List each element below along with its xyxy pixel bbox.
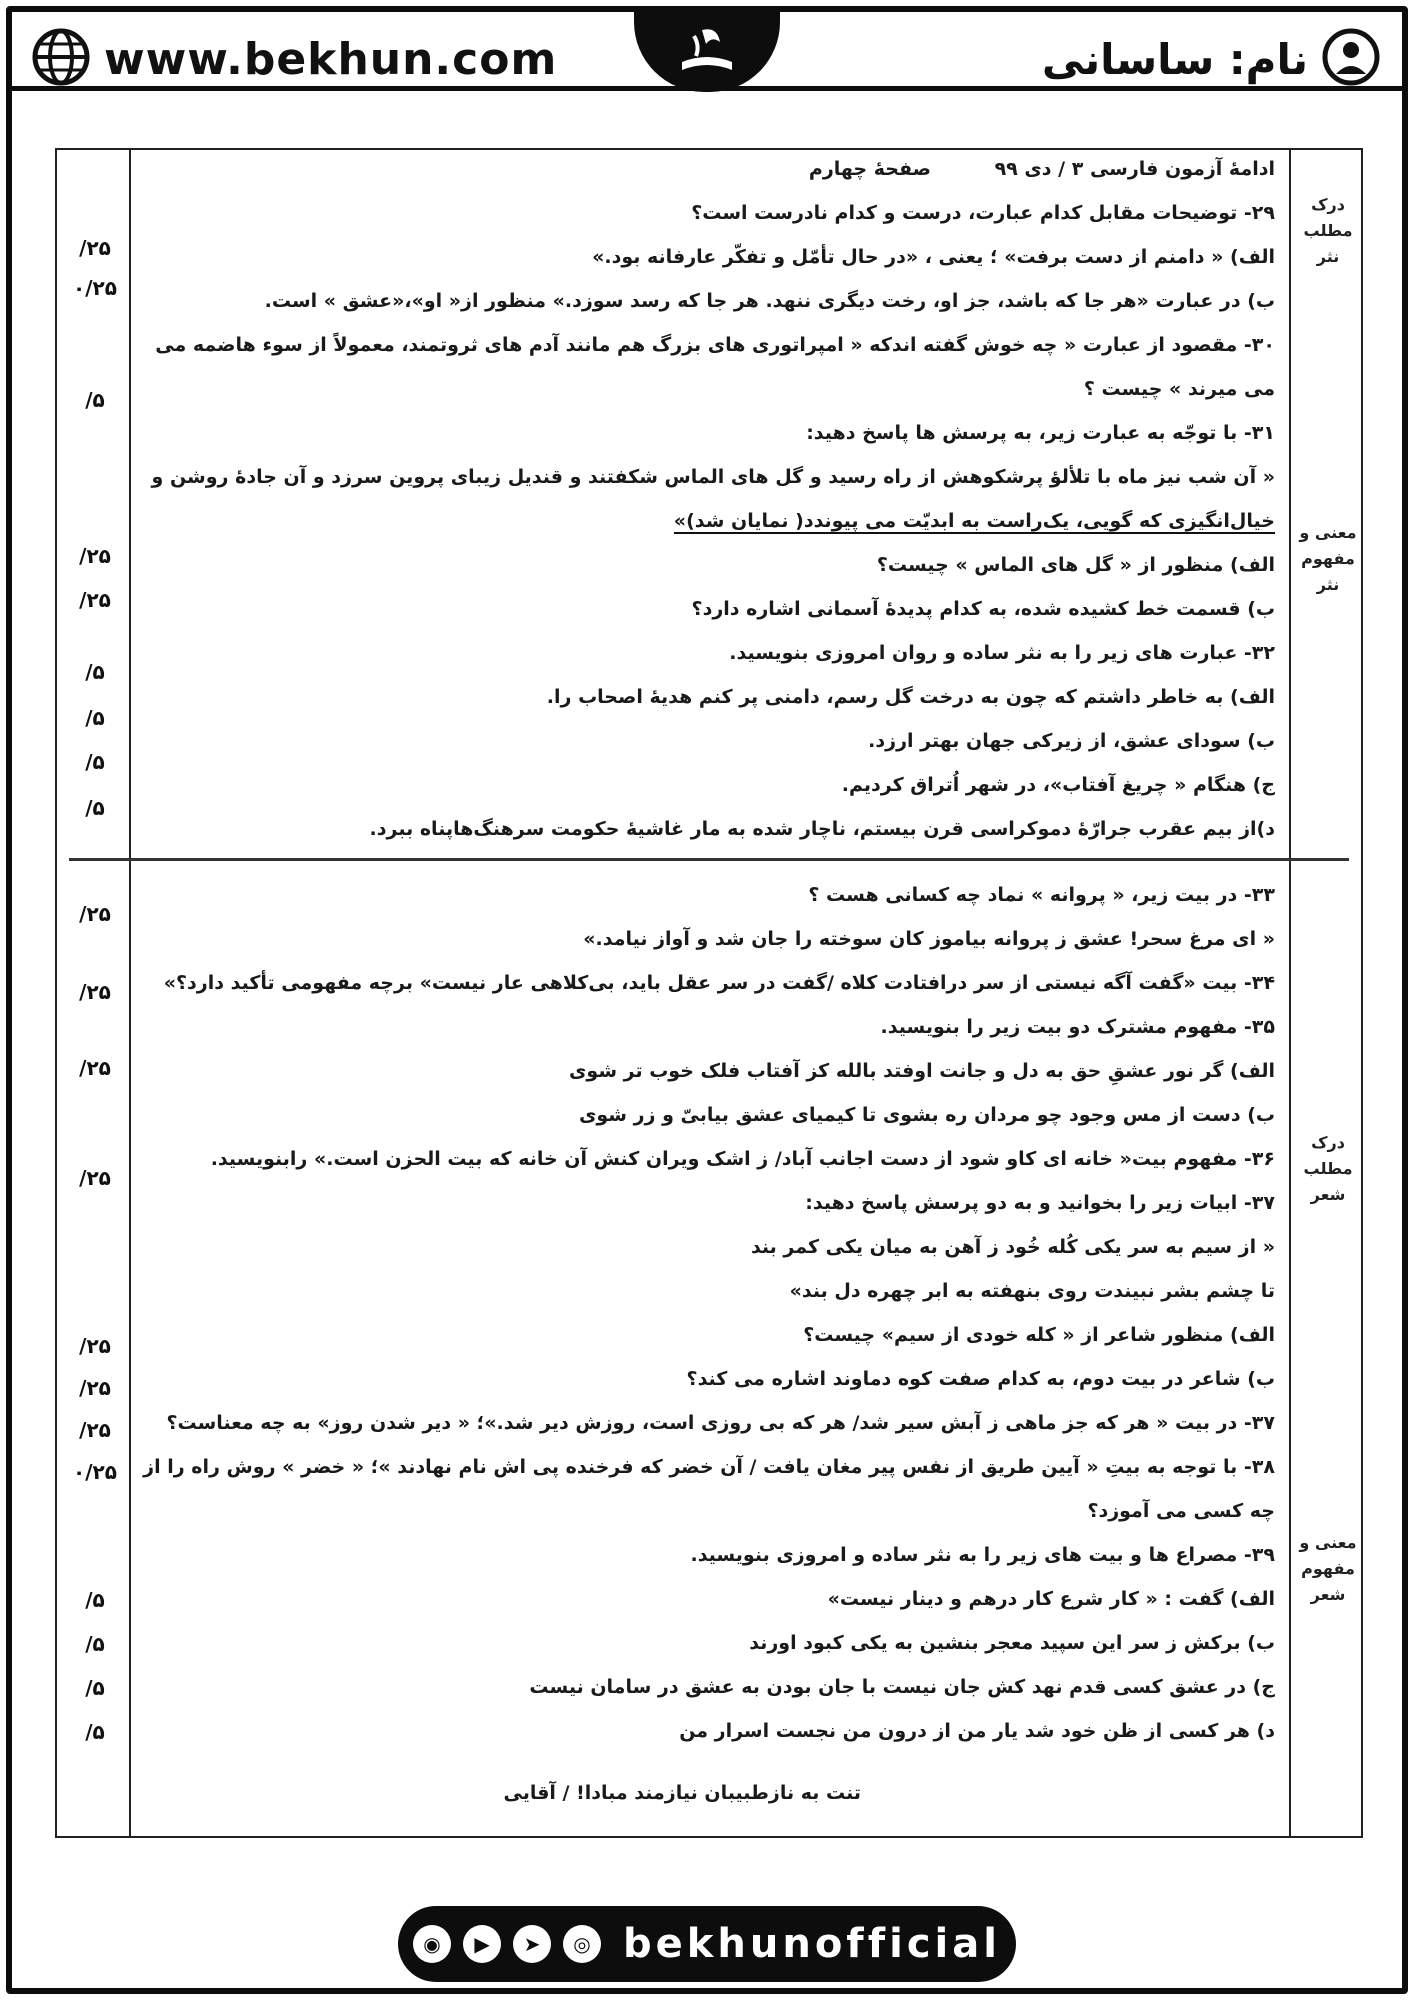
- score: /۵: [85, 796, 105, 820]
- question-39-c: ج) در عشق کسی قدم نهد کش جان نیست با جان بودن به عشق در سامان نیست: [529, 1676, 1275, 1698]
- social-footer: [398, 1906, 1016, 1982]
- youtube-icon[interactable]: ▶: [463, 1925, 501, 1963]
- globe-icon: [32, 28, 90, 90]
- score: /۵: [85, 660, 105, 684]
- question-35-a: الف) گر نور عشقِ حق به دل و جانت اوفتد بالله کز آفتاب فلک خوب تر شوی: [569, 1060, 1275, 1082]
- question-29-a: الف) « دامنم از دست برفت» ؛ یعنی ، «در حال تأمّل و تفکّر عارفانه بود.»: [592, 246, 1275, 268]
- category-prose-meaning: معنی و مفهوم نثر: [1299, 523, 1357, 594]
- score: /۵: [85, 1676, 105, 1700]
- category-poetry-comprehension: درک مطلب شعر: [1303, 1133, 1353, 1204]
- question-32: ۳۲- عبارت های زیر را به نثر ساده و روان امروزی بنویسید.: [729, 642, 1275, 664]
- question-33-verse: « ای مرغ سحر! عشق ز پروانه بیاموز کان سوخته را جان شد و آواز نیامد.»: [583, 928, 1275, 950]
- question-32-d: د)از بیم عقرب جرارّهٔ دموکراسی قرن بیستم، ناچار شده به مار غاشیهٔ حکومت سرهنگ‌ها‌پناه ببرد.: [369, 818, 1275, 840]
- score: /۵: [85, 1720, 105, 1744]
- score: /۲۵: [79, 236, 111, 260]
- score: /۵: [85, 706, 105, 730]
- question-32-a: الف) به خاطر داشتم که چون به درخت گل رسم، دامنی پر کنم هدیهٔ اصحاب را.: [546, 686, 1275, 708]
- closing-note: تنت به نازطبیبان نیازمند مبادا! / آقایی: [503, 1782, 861, 1804]
- category-prose-comprehension: درک مطلب نثر: [1303, 195, 1353, 266]
- website-link[interactable]: [32, 28, 557, 90]
- student-name: [1042, 28, 1380, 90]
- column-divider-left: [129, 150, 131, 1836]
- question-31-text-cont: خیال‌انگیزی که گویی، یک‌راست به ابدیّت می پیوندد( نمایان شد)»: [673, 510, 1275, 532]
- question-37-b: ب) شاعر در بیت دوم، به کدام صفت کوه دماوند اشاره می کند؟: [686, 1368, 1275, 1390]
- name-label: نام: ساسانی: [1041, 34, 1308, 84]
- website-text[interactable]: www.bekhun.com: [104, 33, 558, 85]
- score: /۵: [85, 388, 105, 412]
- question-35-b: ب) دست از مس وجود چو مردان ره بشوی تا کیمیای عشق بیابیّ و زر شوی: [578, 1104, 1275, 1126]
- question-39: ۳۹- مصراع ها و بیت های زیر را به نثر ساده و امروزی بنویسید.: [690, 1544, 1275, 1566]
- question-29: ۲۹- توضیحات مقابل کدام عبارت، درست و کدام نادرست است؟: [691, 202, 1275, 224]
- question-37: ۳۷- ابیات زیر را بخوانید و به دو پرسش پاسخ دهید:: [805, 1192, 1275, 1214]
- question-37-verse-1: « از سیم به سر یکی کُله خُود ز آهن به میان یکی کمر بند: [750, 1236, 1275, 1258]
- aparat-icon[interactable]: ◉: [413, 1925, 451, 1963]
- score: /۲۵: [79, 1166, 111, 1190]
- instagram-icon[interactable]: ◎: [563, 1925, 601, 1963]
- telegram-icon[interactable]: ➤: [513, 1925, 551, 1963]
- section-title: ادامهٔ آزمون فارسی ۳ / دی ۹۹: [994, 158, 1275, 180]
- question-31-text: « آن شب نیز ماه با تلألؤ پرشکوهش از راه رسید و گل های الماس شکفتند و قندیل زیبای پروین سرزد و آن جادهٔ روشن و: [151, 466, 1275, 488]
- score: /۲۵: [79, 902, 111, 926]
- question-31-b: ب) قسمت خط کشیده شده، به کدام پدیدهٔ آسمانی اشاره دارد؟: [691, 598, 1275, 620]
- score: /۲۵: [79, 588, 111, 612]
- question-31: ۳۱- با توجّه به عبارت زیر، به پرسش ها پاسخ دهید:: [806, 422, 1275, 444]
- score: ۰/۲۵: [73, 1460, 117, 1484]
- question-37-a: الف) منظور شاعر از « کله خودی از سیم» چیست؟: [803, 1324, 1275, 1346]
- social-handle[interactable]: bekhunofficial: [623, 1921, 1001, 1967]
- question-30: ۳۰- مقصود از عبارت « چه خوش گفته اندکه « امپراتوری های بزرگ هم مانند آدم های ثروتمند، معمولاً از سوء هاضمه می: [155, 334, 1275, 356]
- question-32-b: ب) سودای عشق، از زیرکی جهان بهتر ارزد.: [868, 730, 1275, 752]
- exam-table: [55, 148, 1363, 1838]
- question-39-b: ب) برکش ز سر این سپید معجر بنشین به یکی کبود اورند: [749, 1632, 1275, 1654]
- question-32-c: ج) هنگام « چریغ آفتاب»، در شهر اُتراق کردیم.: [841, 774, 1275, 796]
- question-38: ۳۸- با توجه به بیتِ « آیین طریق از نفس پیر مغان یافت / آن خضر که فرخنده پی اش نام نهادند »؛ « خضر » روش راه را از: [143, 1456, 1275, 1478]
- question-30-cont: می میرند » چیست ؟: [1083, 378, 1275, 400]
- column-divider-right: [1289, 150, 1291, 1836]
- question-39-a: الف) گفت : « کار شرع کار درهم و دینار نیست»: [827, 1588, 1275, 1610]
- score: /۲۵: [79, 1334, 111, 1358]
- question-39-d: د) هر کسی از ظن خود شد یار من از درون من نجست اسرار من: [679, 1720, 1275, 1742]
- score: /۲۵: [79, 1056, 111, 1080]
- score: /۲۵: [79, 980, 111, 1004]
- page-label: صفحهٔ چهارم: [808, 158, 931, 180]
- question-33: ۳۳- در بیت زیر، « پروانه » نماد چه کسانی هست ؟: [808, 884, 1275, 906]
- book-logo-icon: [672, 22, 742, 82]
- category-poetry-meaning: معنی و مفهوم شعر: [1299, 1533, 1357, 1604]
- score: /۵: [85, 1632, 105, 1656]
- question-34: ۳۴- بیت «گفت آگه نیستی از سر درافتادت کلاه /گفت در سر عقل باید، بی‌کلاهی عار نیست» برچه مفهومی تأکید دارد؟»: [163, 972, 1275, 994]
- question-29-b: ب) در عبارت «هر جا که باشد، جز او، رخت دیگری ننهد. هر جا که رسد سوزد.» منظور از« او»،«عشق » است.: [264, 290, 1275, 312]
- question-31-a: الف) منظور از « گل های الماس » چیست؟: [876, 554, 1275, 576]
- user-icon: [1322, 28, 1380, 90]
- score: /۵: [85, 1588, 105, 1612]
- score: /۲۵: [79, 1418, 111, 1442]
- question-35: ۳۵- مفهوم مشترک دو بیت زیر را بنویسید.: [880, 1016, 1275, 1038]
- question-38-cont: چه کسی می آموزد؟: [1087, 1500, 1275, 1522]
- score: /۲۵: [79, 1376, 111, 1400]
- question-37-2: ۳۷- در بیت « هر که جز ماهی ز آبش سیر شد/ هر که بی روزی است، روزش دیر شد.»؛ « دیر شدن روز» به چه معناست؟: [166, 1412, 1275, 1434]
- question-36: ۳۶- مفهوم بیت« خانه ای کاو شود از دست اجانب آباد/ ز اشک ویران کنش آن خانه که بیت الحزن است.» رابنویسید.: [210, 1148, 1275, 1170]
- score: /۲۵: [79, 544, 111, 568]
- question-37-verse-2: تا چشم بشر نبیندت روی بنهفته به ابر چهره دل بند»: [789, 1280, 1275, 1302]
- section-divider: [69, 858, 1349, 861]
- score: ۰/۲۵: [73, 276, 117, 300]
- score: /۵: [85, 750, 105, 774]
